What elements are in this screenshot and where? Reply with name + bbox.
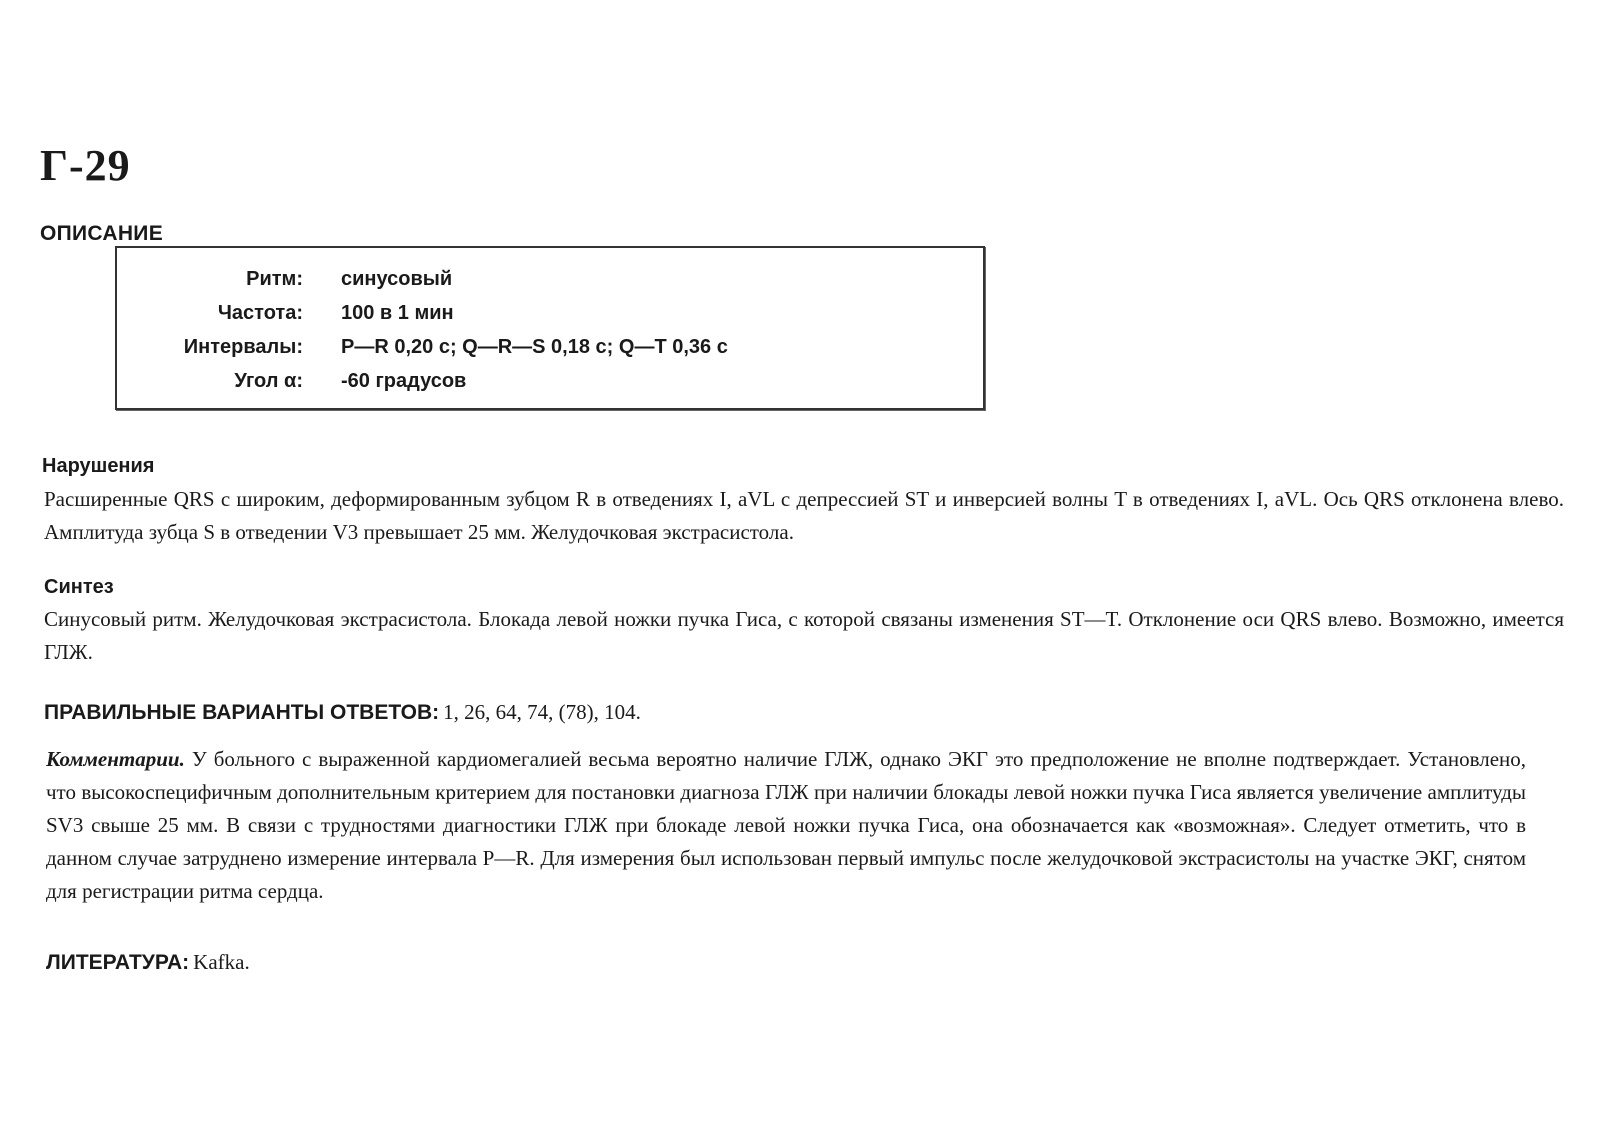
description-title: ОПИСАНИЕ bbox=[40, 222, 163, 245]
description-label: Интервалы: bbox=[183, 336, 303, 358]
synthesis-text: Синусовый ритм. Желудочковая экстрасистола. Блокада левой ножки пучка Гиса, с которой связаны изменения ST—T. Отклонение оси QRS влево. Возможно, имеется ГЛЖ. bbox=[44, 607, 1564, 664]
comments-paragraph bbox=[46, 743, 1526, 908]
literature-value: Kafka. bbox=[193, 950, 250, 974]
description-value: P—R 0,20 с; Q—R—S 0,18 с; Q—T 0,36 с bbox=[341, 336, 728, 358]
answers-value: 1, 26, 64, 74, (78), 104. bbox=[443, 700, 641, 724]
comments-text: У больного с выраженной кардиомегалией весьма вероятно наличие ГЛЖ, однако ЭКГ это предположение не вполне подтверждает. Установлено, что высокоспецифичным дополнительным критерием для постановки диагноза ГЛЖ при наличии блокады левой ножки пучка Гиса является увеличение амплитуды SV3 свыше 25 мм. В связи с трудностями диагностики ГЛЖ при блокаде левой ножки пучка Гиса, она обозначается как «возможная». Следует отметить, что в данном случае затруднено измерение интервала P—R. Для измерения был использован первый импульс после желудочковой экстрасистолы на участке ЭКГ, снятом для регистрации ритма сердца. bbox=[46, 747, 1526, 903]
description-value: -60 градусов bbox=[341, 370, 467, 392]
description-row-rhythm bbox=[117, 268, 983, 298]
description-label: Ритм: bbox=[246, 268, 303, 290]
disorders-title: Нарушения bbox=[42, 455, 155, 477]
literature-line bbox=[46, 950, 250, 975]
answers-line bbox=[44, 700, 641, 725]
description-row-rate bbox=[117, 302, 983, 332]
answers-label: ПРАВИЛЬНЫЕ ВАРИАНТЫ ОТВЕТОВ: bbox=[44, 701, 440, 724]
description-row-angle bbox=[117, 370, 983, 400]
description-label: Частота: bbox=[217, 302, 303, 324]
description-row-intervals bbox=[117, 336, 983, 366]
case-id-heading: Г-29 bbox=[40, 141, 131, 190]
description-value: синусовый bbox=[341, 268, 453, 290]
description-value: 100 в 1 мин bbox=[341, 302, 454, 324]
description-box bbox=[115, 246, 985, 410]
synthesis-title: Синтез bbox=[44, 576, 114, 598]
disorders-text: Расширенные QRS с широким, деформированным зубцом R в отведениях I, aVL с депрессией ST и инверсией волны T в отведениях I, aVL. Ось QRS отклонена влево. Амплитуда зубца S в отведении V3 превышает 25 мм. Желудочковая экстрасистола. bbox=[44, 487, 1564, 544]
comments-label: Комментарии. bbox=[46, 747, 185, 771]
description-label: Угол α: bbox=[234, 370, 303, 392]
literature-label: ЛИТЕРАТУРА: bbox=[46, 951, 190, 974]
